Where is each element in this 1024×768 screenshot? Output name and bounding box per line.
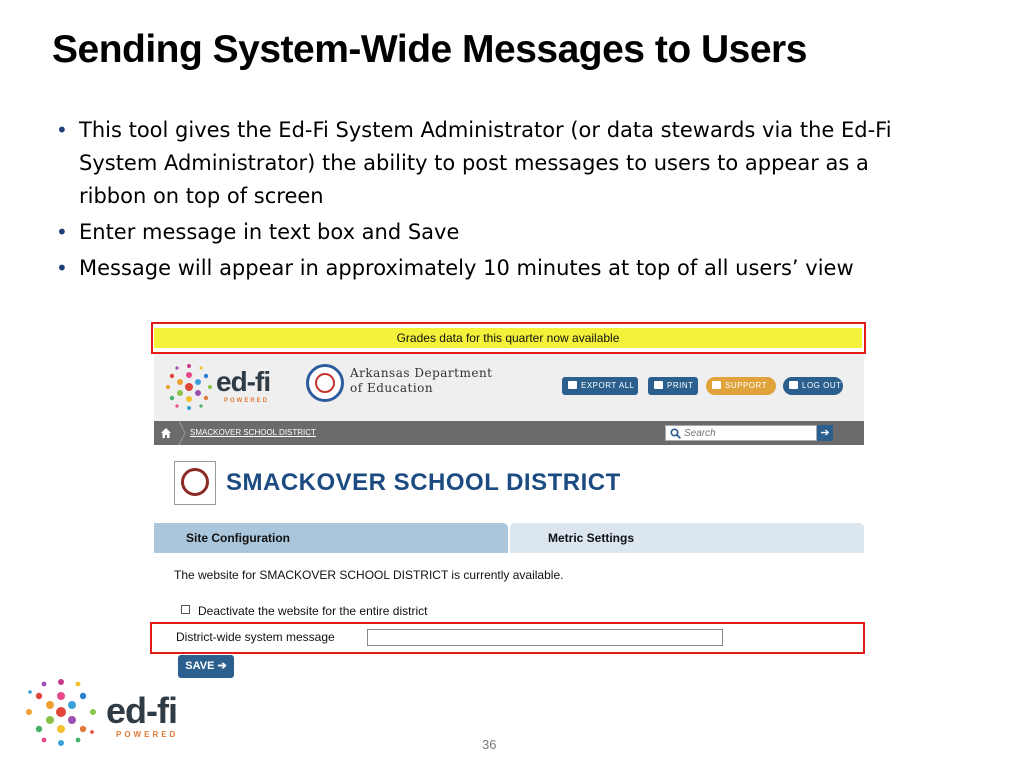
system-message-label: District-wide system message: [176, 630, 335, 644]
log-out-button[interactable]: [783, 377, 843, 395]
search-box: [665, 425, 817, 441]
logout-icon: [789, 381, 798, 389]
print-button[interactable]: [648, 377, 698, 395]
bullet-text: This tool gives the Ed-Fi System Administrator (or data stewards via the Ed-Fi System Administrator) the ability to post messages to users to appear as a ribbon on top of screen: [79, 118, 892, 208]
deactivate-checkbox[interactable]: [181, 605, 190, 614]
system-message-ribbon: Grades data for this quarter now available: [154, 328, 862, 348]
bullet-dot-icon: •: [56, 220, 68, 244]
bullet-dot-icon: •: [56, 256, 68, 280]
dept-name-line1: Arkansas Department: [350, 366, 493, 380]
bullet-list: [54, 114, 934, 288]
search-go-button[interactable]: [817, 425, 833, 441]
bullet-item: [54, 252, 934, 285]
edfi-logo-text: ed-fi: [216, 366, 271, 397]
log-out-label: LOG OUT: [802, 381, 842, 390]
breadcrumb-separator-icon: [178, 421, 186, 445]
district-title: SMACKOVER SCHOOL DISTRICT: [226, 469, 621, 496]
support-icon: [712, 381, 721, 389]
bullet-dot-icon: •: [56, 118, 68, 142]
site-header: [154, 354, 864, 421]
bullet-text: Enter message in text box and Save: [79, 220, 460, 244]
bullet-text: Message will appear in approximately 10 minutes at top of all users’ view: [79, 256, 854, 280]
save-button[interactable]: SAVE ➔: [178, 655, 234, 678]
footer-logo-text: ed-fi: [106, 690, 177, 731]
highlight-ribbon-box: [151, 322, 866, 354]
print-icon: [654, 381, 663, 389]
support-button[interactable]: [706, 377, 776, 395]
export-icon: [568, 381, 577, 389]
print-label: PRINT: [667, 381, 694, 390]
page-number: 36: [482, 737, 497, 752]
search-icon: [670, 428, 681, 439]
arrow-right-icon: ➔: [820, 427, 830, 439]
site-status-text: The website for SMACKOVER SCHOOL DISTRICT is currently available.: [174, 568, 564, 582]
search-input[interactable]: [684, 426, 812, 440]
tab-metric-settings[interactable]: Metric Settings: [510, 523, 864, 553]
dept-name-line2: of Education: [350, 381, 434, 395]
edfi-logo-burst-icon: [162, 360, 216, 414]
tab-site-configuration[interactable]: Site Configuration: [154, 523, 508, 553]
export-all-button[interactable]: [562, 377, 638, 395]
slide-title: Sending System-Wide Messages to Users: [52, 28, 807, 71]
footer-powered-text: POWERED: [116, 730, 179, 739]
breadcrumb-bar: [154, 421, 864, 445]
edfi-footer-logo-burst-icon: [20, 672, 102, 752]
state-seal-icon: [306, 364, 344, 402]
home-icon[interactable]: [160, 427, 172, 439]
edfi-powered-text: POWERED: [224, 398, 270, 404]
breadcrumb-district-link[interactable]: SMACKOVER SCHOOL DISTRICT: [190, 428, 316, 437]
highlight-message-box: [150, 622, 865, 654]
support-label: SUPPORT: [725, 381, 768, 390]
export-all-label: EXPORT ALL: [581, 381, 635, 390]
bullet-item: [54, 216, 934, 249]
district-logo: [174, 461, 216, 505]
bullet-item: [54, 114, 934, 213]
deactivate-label: Deactivate the website for the entire district: [198, 604, 428, 618]
